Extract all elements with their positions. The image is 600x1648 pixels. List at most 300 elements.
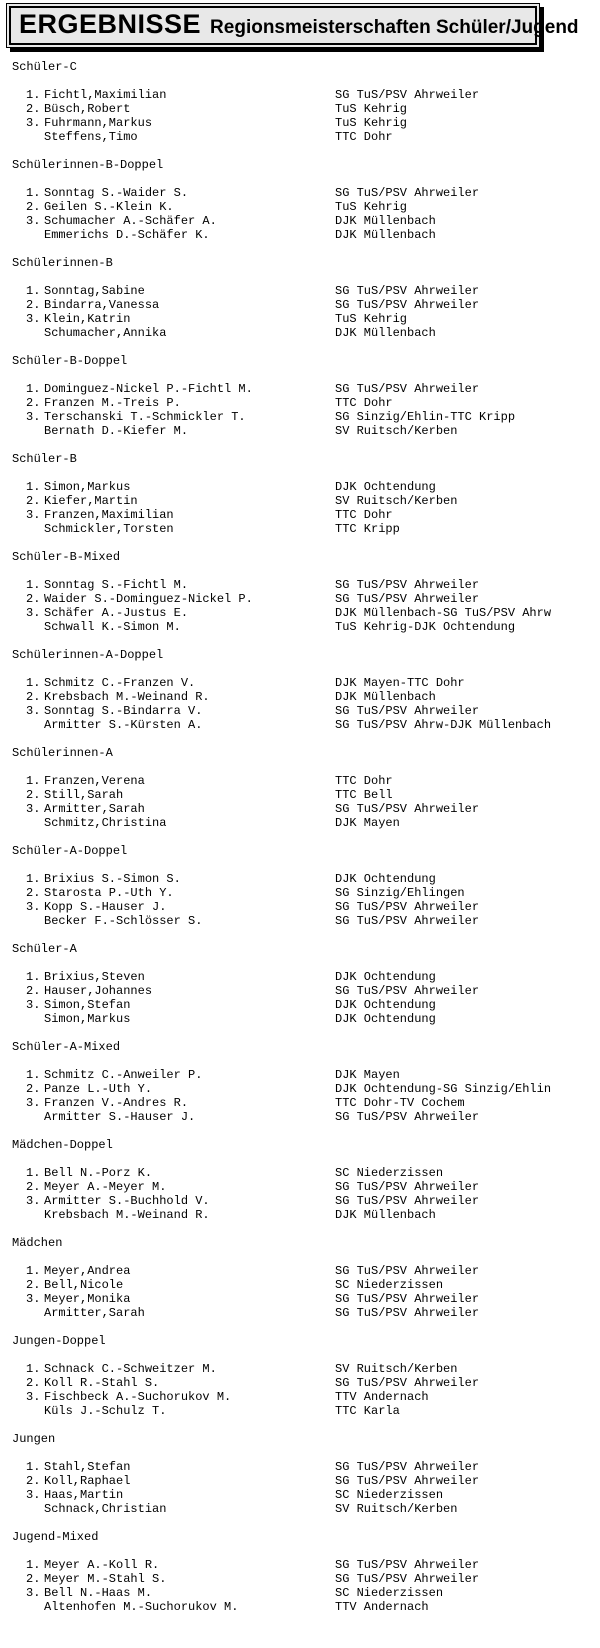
club-name: DJK Müllenbach (335, 214, 436, 228)
result-row (26, 704, 600, 718)
result-row (26, 214, 600, 228)
result-rank: 1. (26, 970, 41, 984)
club-name: SG TuS/PSV Ahrweiler (335, 88, 480, 102)
result-row (26, 578, 600, 592)
player-name: Franzen,Maximilian (44, 508, 174, 522)
result-section (12, 256, 600, 340)
result-row (26, 200, 600, 214)
club-name: DJK Ochtendung (335, 1012, 436, 1026)
result-row (26, 676, 600, 690)
player-name: Schumacher,Annika (44, 326, 167, 340)
club-name: SV Ruitsch/Kerben (335, 1362, 458, 1376)
player-name: Sonntag S.-Bindarra V. (44, 704, 203, 718)
player-name: Altenhofen M.-Suchorukov M. (44, 1600, 239, 1614)
section-entries (12, 676, 600, 732)
result-row (26, 1404, 600, 1418)
club-name: TTC Dohr (335, 774, 393, 788)
result-rank (26, 424, 44, 438)
result-rank: 3. (26, 214, 41, 228)
result-row (26, 1600, 600, 1614)
result-rank (26, 1012, 44, 1026)
result-rank: 1. (26, 676, 41, 690)
section-title: Jungen-Doppel (12, 1334, 106, 1348)
result-row (26, 1390, 600, 1404)
club-name: DJK Müllenbach (335, 326, 436, 340)
result-row (26, 1306, 600, 1320)
result-rank (26, 1110, 44, 1124)
result-section (12, 452, 600, 536)
player-name: Armitter S.-Buchhold V. (44, 1194, 210, 1208)
club-name: SG TuS/PSV Ahrweiler (335, 578, 480, 592)
result-rank: 1. (26, 774, 41, 788)
result-row (26, 886, 600, 900)
section-title: Schüler-C (12, 60, 77, 74)
banner-title: ERGEBNISSE (19, 9, 202, 39)
section-entries (12, 1460, 600, 1516)
player-name: Bell N.-Haas M. (44, 1586, 153, 1600)
result-rank: 1. (26, 578, 41, 592)
section-title: Schüler-A-Doppel (12, 844, 128, 858)
result-rank: 3. (26, 1488, 41, 1502)
result-row (26, 774, 600, 788)
results-banner (6, 3, 579, 48)
result-row (26, 1460, 600, 1474)
result-rank (26, 1600, 44, 1614)
section-title: Schüler-A-Mixed (12, 1040, 121, 1054)
player-name: Schmitz C.-Franzen V. (44, 676, 196, 690)
player-name: Simon,Markus (44, 480, 131, 494)
player-name: Franzen,Verena (44, 774, 145, 788)
section-entries (12, 382, 600, 438)
club-name: SG TuS/PSV Ahrweiler (335, 984, 480, 998)
result-rank (26, 1208, 44, 1222)
result-row (26, 1502, 600, 1516)
club-name: DJK Ochtendung-SG Sinzig/Ehlin (335, 1082, 552, 1096)
section-entries (12, 1362, 600, 1418)
club-name: SG TuS/PSV Ahrweiler (335, 1572, 480, 1586)
result-row (26, 88, 600, 102)
club-name: TuS Kehrig (335, 200, 408, 214)
player-name: Klein,Katrin (44, 312, 131, 326)
club-name: TTV Andernach (335, 1390, 429, 1404)
result-rank: 3. (26, 1292, 41, 1306)
result-row (26, 228, 600, 242)
result-rank: 2. (26, 690, 41, 704)
result-row (26, 1096, 600, 1110)
section-entries (12, 578, 600, 634)
player-name: Fischbeck A.-Suchorukov M. (44, 1390, 232, 1404)
player-name: Emmerichs D.-Schäfer K. (44, 228, 210, 242)
result-rank: 3. (26, 410, 41, 424)
result-rank: 2. (26, 1572, 41, 1586)
club-name: SV Ruitsch/Kerben (335, 424, 458, 438)
club-name: SG TuS/PSV Ahrweiler (335, 284, 480, 298)
result-section (12, 158, 600, 242)
club-name: TTC Dohr-TV Cochem (335, 1096, 465, 1110)
section-entries (12, 480, 600, 536)
player-name: Panze L.-Uth Y. (44, 1082, 153, 1096)
club-name: DJK Ochtendung (335, 998, 436, 1012)
result-rank: 3. (26, 312, 41, 326)
player-name: Haas,Martin (44, 1488, 124, 1502)
section-title: Schüler-B (12, 452, 77, 466)
result-row (26, 1180, 600, 1194)
club-name: SG TuS/PSV Ahrweiler (335, 1306, 480, 1320)
result-rank: 2. (26, 1376, 41, 1390)
club-name: TTC Dohr (335, 130, 393, 144)
club-name: SC Niederzissen (335, 1166, 444, 1180)
player-name: Waider S.-Dominguez-Nickel P. (44, 592, 253, 606)
result-row (26, 130, 600, 144)
club-name: SG TuS/PSV Ahrweiler (335, 382, 480, 396)
club-name: SC Niederzissen (335, 1586, 444, 1600)
result-row (26, 592, 600, 606)
result-rank: 2. (26, 1180, 41, 1194)
club-name: SG TuS/PSV Ahrweiler (335, 704, 480, 718)
player-name: Dominguez-Nickel P.-Fichtl M. (44, 382, 253, 396)
club-name: SG TuS/PSV Ahrweiler (335, 186, 480, 200)
result-rank: 1. (26, 186, 41, 200)
result-row (26, 900, 600, 914)
result-row (26, 984, 600, 998)
results-sections (12, 60, 600, 1614)
result-rank: 1. (26, 1264, 41, 1278)
section-entries (12, 1166, 600, 1222)
result-rank: 2. (26, 886, 41, 900)
result-section (12, 60, 600, 144)
result-section (12, 648, 600, 732)
result-section (12, 354, 600, 438)
player-name: Kiefer,Martin (44, 494, 138, 508)
club-name: TTV Andernach (335, 1600, 429, 1614)
section-entries (12, 1264, 600, 1320)
result-row (26, 1082, 600, 1096)
player-name: Geilen S.-Klein K. (44, 200, 174, 214)
club-name: DJK Müllenbach (335, 228, 436, 242)
club-name: SG TuS/PSV Ahrweiler (335, 1194, 480, 1208)
player-name: Bell N.-Porz K. (44, 1166, 153, 1180)
result-rank: 3. (26, 116, 41, 130)
result-row (26, 1012, 600, 1026)
player-name: Franzen V.-Andres R. (44, 1096, 189, 1110)
section-entries (12, 1068, 600, 1124)
result-rank: 2. (26, 1082, 41, 1096)
player-name: Schnack C.-Schweitzer M. (44, 1362, 217, 1376)
section-entries (12, 774, 600, 830)
result-row (26, 998, 600, 1012)
result-section (12, 1432, 600, 1516)
player-name: Meyer,Andrea (44, 1264, 131, 1278)
club-name: SG TuS/PSV Ahrweiler (335, 914, 480, 928)
club-name: SG TuS/PSV Ahrweiler (335, 900, 480, 914)
result-row (26, 424, 600, 438)
club-name: TTC Dohr (335, 508, 393, 522)
club-name: SG TuS/PSV Ahrweiler (335, 1264, 480, 1278)
player-name: Hauser,Johannes (44, 984, 153, 998)
player-name: Schnack,Christian (44, 1502, 167, 1516)
result-row (26, 1572, 600, 1586)
club-name: SG TuS/PSV Ahrw-DJK Müllenbach (335, 718, 552, 732)
result-row (26, 116, 600, 130)
player-name: Kopp S.-Hauser J. (44, 900, 167, 914)
club-name: DJK Müllenbach (335, 690, 436, 704)
result-row (26, 620, 600, 634)
result-row (26, 1376, 600, 1390)
player-name: Steffens,Timo (44, 130, 138, 144)
result-row (26, 970, 600, 984)
section-title: Mädchen-Doppel (12, 1138, 113, 1152)
result-rank: 3. (26, 606, 41, 620)
club-name: TTC Dohr (335, 396, 393, 410)
result-rank: 3. (26, 1194, 41, 1208)
player-name: Meyer A.-Meyer M. (44, 1180, 167, 1194)
result-rank: 2. (26, 1278, 41, 1292)
results-page (0, 3, 600, 1648)
result-row (26, 508, 600, 522)
club-name: TTC Karla (335, 1404, 400, 1418)
section-entries (12, 88, 600, 144)
club-name: SG TuS/PSV Ahrweiler (335, 298, 480, 312)
section-entries (12, 186, 600, 242)
club-name: SV Ruitsch/Kerben (335, 1502, 458, 1516)
section-title: Schülerinnen-A (12, 746, 113, 760)
player-name: Terschanski T.-Schmickler T. (44, 410, 246, 424)
result-row (26, 606, 600, 620)
club-name: SG TuS/PSV Ahrweiler (335, 1292, 480, 1306)
section-entries (12, 1558, 600, 1614)
player-name: Brixius,Steven (44, 970, 145, 984)
result-row (26, 914, 600, 928)
result-rank: 2. (26, 1474, 41, 1488)
result-row (26, 1362, 600, 1376)
club-name: DJK Müllenbach (335, 1208, 436, 1222)
player-name: Schmitz C.-Anweiler P. (44, 1068, 203, 1082)
club-name: SC Niederzissen (335, 1488, 444, 1502)
result-rank: 1. (26, 480, 41, 494)
player-name: Sonntag S.-Fichtl M. (44, 578, 189, 592)
player-name: Bernath D.-Kiefer M. (44, 424, 189, 438)
result-rank: 1. (26, 284, 41, 298)
result-rank: 3. (26, 1096, 41, 1110)
result-row (26, 298, 600, 312)
result-row (26, 1208, 600, 1222)
result-rank: 1. (26, 1362, 41, 1376)
result-row (26, 690, 600, 704)
result-rank: 3. (26, 1586, 41, 1600)
player-name: Starosta P.-Uth Y. (44, 886, 174, 900)
club-name: TuS Kehrig-DJK Ochtendung (335, 620, 516, 634)
player-name: Bindarra,Vanessa (44, 298, 160, 312)
club-name: TuS Kehrig (335, 116, 408, 130)
result-rank: 3. (26, 508, 41, 522)
player-name: Koll,Raphael (44, 1474, 131, 1488)
result-rank: 2. (26, 788, 41, 802)
result-row (26, 1264, 600, 1278)
result-row (26, 788, 600, 802)
result-rank: 1. (26, 1558, 41, 1572)
result-row (26, 522, 600, 536)
result-rank: 1. (26, 382, 41, 396)
club-name: TuS Kehrig (335, 102, 408, 116)
result-row (26, 410, 600, 424)
club-name: TuS Kehrig (335, 312, 408, 326)
result-row (26, 1474, 600, 1488)
player-name: Sonntag S.-Waider S. (44, 186, 189, 200)
club-name: SC Niederzissen (335, 1278, 444, 1292)
result-row (26, 480, 600, 494)
player-name: Krebsbach M.-Weinand R. (44, 690, 210, 704)
result-rank (26, 1306, 44, 1320)
result-row (26, 816, 600, 830)
result-row (26, 1068, 600, 1082)
result-rank: 1. (26, 1166, 41, 1180)
player-name: Schäfer A.-Justus E. (44, 606, 189, 620)
result-rank (26, 326, 44, 340)
player-name: Büsch,Robert (44, 102, 131, 116)
section-title: Jungen (12, 1432, 56, 1446)
player-name: Meyer M.-Stahl S. (44, 1572, 167, 1586)
result-rank: 2. (26, 396, 41, 410)
banner-subtitle: Regionsmeisterschaften Schüler/Jugend (210, 17, 579, 38)
player-name: Sonntag,Sabine (44, 284, 145, 298)
player-name: Küls J.-Schulz T. (44, 1404, 167, 1418)
club-name: DJK Müllenbach-SG TuS/PSV Ahrw (335, 606, 552, 620)
result-row (26, 494, 600, 508)
section-entries (12, 284, 600, 340)
result-rank: 3. (26, 998, 41, 1012)
result-row (26, 1278, 600, 1292)
club-name: SG TuS/PSV Ahrweiler (335, 592, 480, 606)
player-name: Brixius S.-Simon S. (44, 872, 181, 886)
result-rank: 1. (26, 1068, 41, 1082)
result-rank (26, 718, 44, 732)
result-section (12, 1334, 600, 1418)
result-rank (26, 1404, 44, 1418)
result-row (26, 326, 600, 340)
club-name: SG Sinzig/Ehlin-TTC Kripp (335, 410, 516, 424)
player-name: Still,Sarah (44, 788, 124, 802)
result-section (12, 1040, 600, 1124)
result-rank (26, 1502, 44, 1516)
player-name: Schmitz,Christina (44, 816, 167, 830)
result-row (26, 102, 600, 116)
club-name: TTC Bell (335, 788, 393, 802)
result-section (12, 1138, 600, 1222)
club-name: SG TuS/PSV Ahrweiler (335, 1474, 480, 1488)
result-row (26, 1194, 600, 1208)
result-rank (26, 816, 44, 830)
result-rank: 2. (26, 592, 41, 606)
result-row (26, 382, 600, 396)
result-row (26, 396, 600, 410)
player-name: Simon,Stefan (44, 998, 131, 1012)
result-rank: 3. (26, 802, 41, 816)
result-rank: 3. (26, 704, 41, 718)
club-name: SG Sinzig/Ehlingen (335, 886, 465, 900)
result-row (26, 186, 600, 200)
player-name: Krebsbach M.-Weinand R. (44, 1208, 210, 1222)
club-name: DJK Mayen (335, 816, 400, 830)
club-name: SG TuS/PSV Ahrweiler (335, 1180, 480, 1194)
result-rank (26, 522, 44, 536)
result-rank: 1. (26, 872, 41, 886)
player-name: Armitter S.-Kürsten A. (44, 718, 203, 732)
club-name: SG TuS/PSV Ahrweiler (335, 1376, 480, 1390)
result-rank: 2. (26, 298, 41, 312)
section-title: Schülerinnen-B (12, 256, 113, 270)
result-rank: 3. (26, 1390, 41, 1404)
result-rank: 3. (26, 900, 41, 914)
player-name: Bell,Nicole (44, 1278, 124, 1292)
result-row (26, 284, 600, 298)
player-name: Armitter S.-Hauser J. (44, 1110, 196, 1124)
result-row (26, 718, 600, 732)
club-name: DJK Ochtendung (335, 480, 436, 494)
club-name: SV Ruitsch/Kerben (335, 494, 458, 508)
result-section (12, 1530, 600, 1614)
result-rank: 1. (26, 1460, 41, 1474)
result-section (12, 550, 600, 634)
section-title: Schülerinnen-A-Doppel (12, 648, 164, 662)
result-rank: 1. (26, 88, 41, 102)
player-name: Fichtl,Maximilian (44, 88, 167, 102)
result-row (26, 1110, 600, 1124)
section-entries (12, 970, 600, 1026)
result-row (26, 1586, 600, 1600)
player-name: Simon,Markus (44, 1012, 131, 1026)
result-rank (26, 620, 44, 634)
result-rank (26, 914, 44, 928)
section-title: Schülerinnen-B-Doppel (12, 158, 164, 172)
club-name: SG TuS/PSV Ahrweiler (335, 802, 480, 816)
player-name: Schwall K.-Simon M. (44, 620, 181, 634)
result-rank (26, 130, 44, 144)
result-rank: 2. (26, 102, 41, 116)
result-row (26, 1292, 600, 1306)
result-section (12, 942, 600, 1026)
club-name: DJK Mayen (335, 1068, 400, 1082)
result-section (12, 746, 600, 830)
result-row (26, 802, 600, 816)
club-name: SG TuS/PSV Ahrweiler (335, 1558, 480, 1572)
player-name: Koll R.-Stahl S. (44, 1376, 160, 1390)
club-name: DJK Mayen-TTC Dohr (335, 676, 465, 690)
result-rank: 2. (26, 984, 41, 998)
player-name: Meyer A.-Koll R. (44, 1558, 160, 1572)
result-row (26, 1166, 600, 1180)
club-name: SG TuS/PSV Ahrweiler (335, 1110, 480, 1124)
section-title: Schüler-A (12, 942, 77, 956)
result-section (12, 844, 600, 928)
result-rank: 2. (26, 494, 41, 508)
player-name: Schumacher A.-Schäfer A. (44, 214, 217, 228)
result-row (26, 1558, 600, 1572)
player-name: Schmickler,Torsten (44, 522, 174, 536)
club-name: TTC Kripp (335, 522, 400, 536)
result-rank (26, 228, 44, 242)
player-name: Franzen M.-Treis P. (44, 396, 181, 410)
player-name: Fuhrmann,Markus (44, 116, 153, 130)
result-rank: 2. (26, 200, 41, 214)
section-title: Jugend-Mixed (12, 1530, 99, 1544)
section-title: Schüler-B-Mixed (12, 550, 121, 564)
club-name: DJK Ochtendung (335, 872, 436, 886)
section-title: Schüler-B-Doppel (12, 354, 128, 368)
club-name: DJK Ochtendung (335, 970, 436, 984)
section-title: Mädchen (12, 1236, 63, 1250)
player-name: Armitter,Sarah (44, 1306, 145, 1320)
player-name: Meyer,Monika (44, 1292, 131, 1306)
